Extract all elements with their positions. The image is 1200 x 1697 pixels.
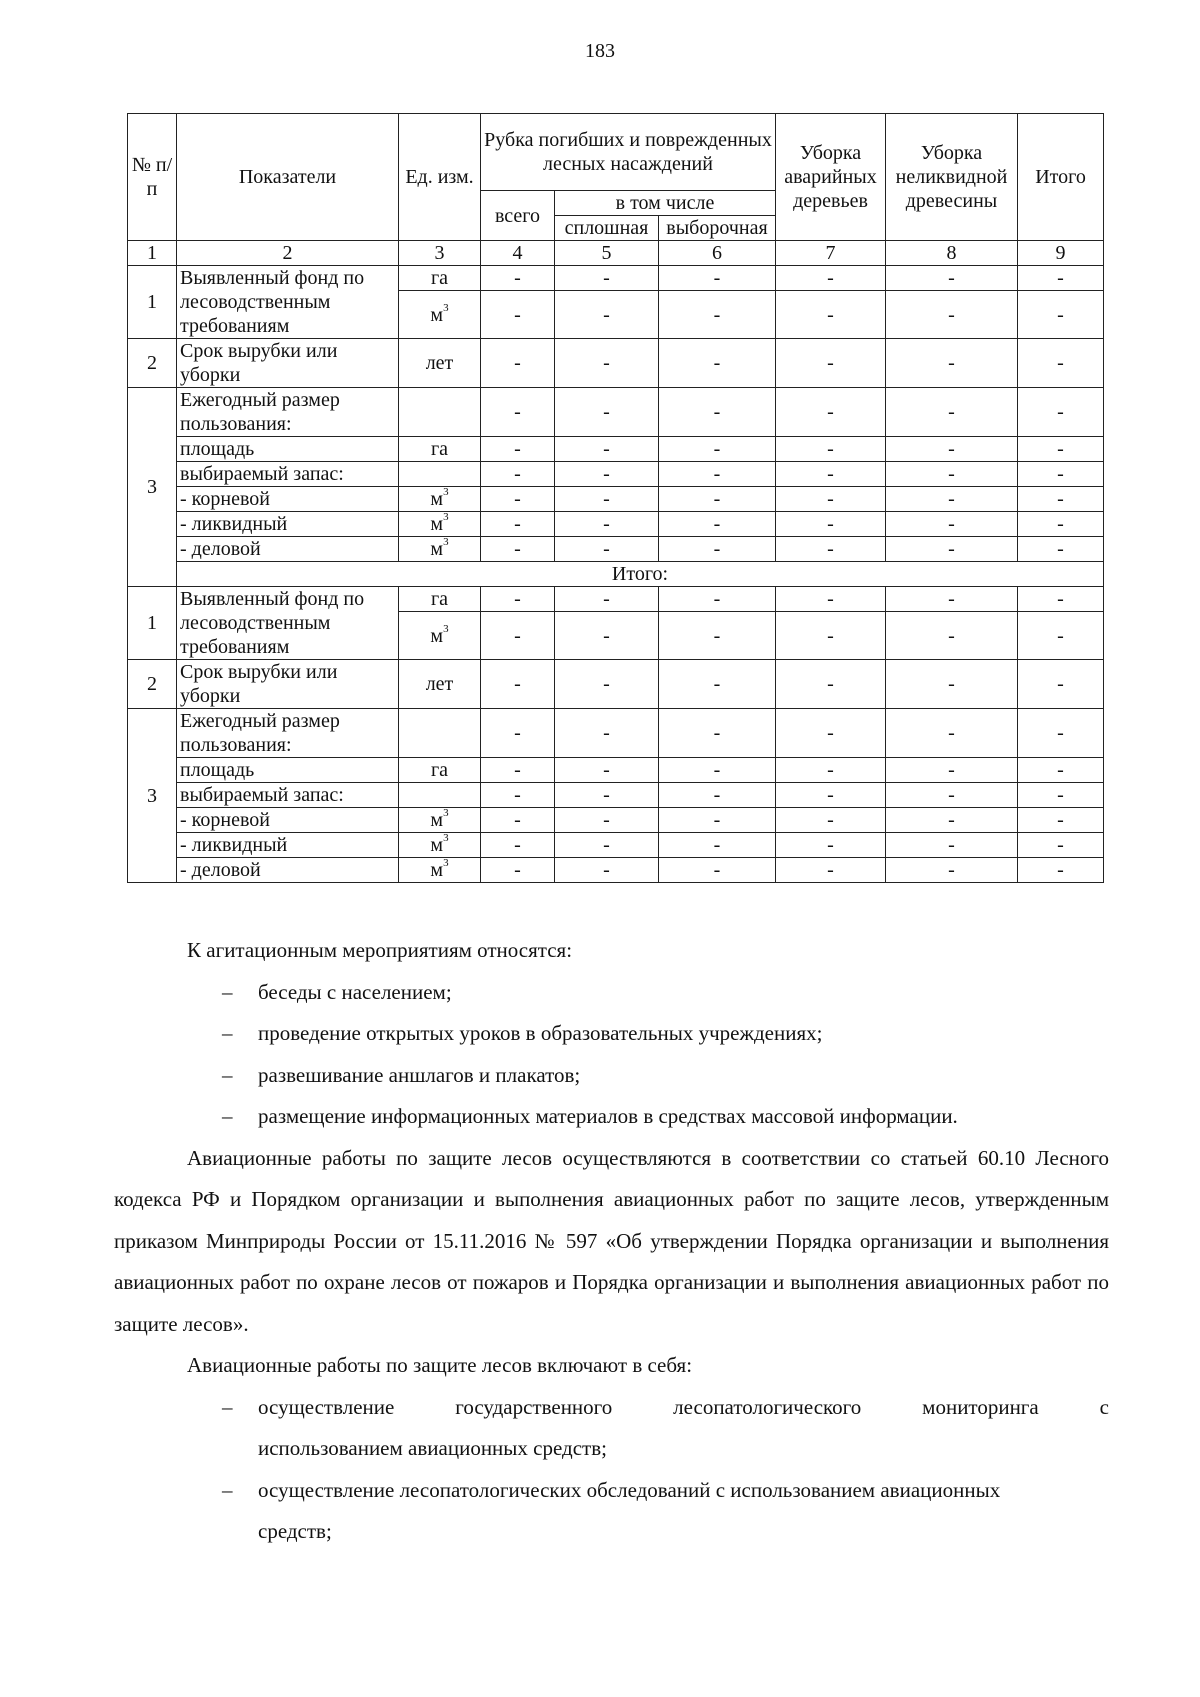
column-number: 7	[776, 241, 886, 266]
indicator-label: - деловой	[177, 537, 399, 562]
value-cell: -	[659, 758, 776, 783]
value-cell: -	[1018, 512, 1104, 537]
table-row	[128, 758, 1104, 783]
value-cell: -	[659, 388, 776, 437]
value-cell: -	[481, 783, 555, 808]
value-cell: -	[659, 808, 776, 833]
column-number: 2	[177, 241, 399, 266]
value-cell: -	[555, 339, 659, 388]
value-cell: -	[776, 437, 886, 462]
value-cell: -	[481, 512, 555, 537]
unit-cell	[399, 709, 481, 758]
value-cell: -	[481, 833, 555, 858]
row-number: 3	[128, 709, 177, 883]
header-selective: выборочная	[659, 216, 776, 241]
value-cell: -	[1018, 291, 1104, 339]
value-cell: -	[776, 858, 886, 883]
value-cell: -	[481, 709, 555, 758]
text-block	[114, 930, 1109, 1553]
row-number: 2	[128, 339, 177, 388]
unit-cell: $м^3$	[399, 512, 481, 537]
unit-cell: $м^3$	[399, 487, 481, 512]
value-cell: -	[1018, 587, 1104, 612]
value-cell: -	[555, 758, 659, 783]
value-cell: -	[1018, 487, 1104, 512]
header-illiquid: Уборка неликвидной древесины	[886, 114, 1018, 241]
value-cell: -	[886, 808, 1018, 833]
indicator-label: Срок вырубки или уборки	[177, 660, 399, 709]
column-number: 8	[886, 241, 1018, 266]
table-row	[128, 562, 1104, 587]
value-cell: -	[659, 783, 776, 808]
value-cell: -	[659, 833, 776, 858]
agitation-intro: К агитационным мероприятиям относятся:	[187, 938, 573, 962]
value-cell: -	[659, 266, 776, 291]
value-cell: -	[1018, 758, 1104, 783]
table-row	[128, 587, 1104, 612]
value-cell: -	[659, 612, 776, 660]
value-cell: -	[481, 487, 555, 512]
header-total-all: всего	[481, 191, 555, 241]
value-cell: -	[555, 487, 659, 512]
value-cell: -	[481, 537, 555, 562]
unit-cell: га	[399, 266, 481, 291]
value-cell: -	[1018, 537, 1104, 562]
value-cell: -	[886, 462, 1018, 487]
table-row	[128, 437, 1104, 462]
section-total-label: Итого:	[177, 562, 1104, 587]
value-cell: -	[776, 339, 886, 388]
indicator-label: Ежегодный размер пользования:	[177, 709, 399, 758]
table-row	[128, 783, 1104, 808]
indicator-label: - корневой	[177, 808, 399, 833]
value-cell: -	[886, 587, 1018, 612]
unit-cell: $м^3$	[399, 291, 481, 339]
value-cell: -	[776, 587, 886, 612]
value-cell: -	[886, 388, 1018, 437]
value-cell: -	[776, 266, 886, 291]
unit-cell: га	[399, 758, 481, 783]
value-cell: -	[886, 858, 1018, 883]
value-cell: -	[776, 487, 886, 512]
value-cell: -	[1018, 783, 1104, 808]
unit-cell: $м^3$	[399, 612, 481, 660]
unit-cell: $м^3$	[399, 833, 481, 858]
value-cell: -	[555, 783, 659, 808]
unit-cell: $м^3$	[399, 537, 481, 562]
value-cell: -	[481, 858, 555, 883]
column-number: 9	[1018, 241, 1104, 266]
aviation-item: – осуществление государственного лесопатологического мониторинга с	[222, 1394, 1109, 1419]
aviation-intro: Авиационные работы по защите лесов включают в себя:	[187, 1353, 693, 1377]
value-cell: -	[1018, 339, 1104, 388]
row-number: 3	[128, 388, 177, 587]
row-number: 1	[128, 587, 177, 660]
header-total: Итого	[1018, 114, 1104, 241]
value-cell: -	[886, 266, 1018, 291]
indicator-label: площадь	[177, 758, 399, 783]
agitation-item: – размещение информационных материалов в средствах массовой информации.	[222, 1104, 958, 1128]
value-cell: -	[481, 266, 555, 291]
value-cell: -	[659, 339, 776, 388]
aviation-item-continued: средств;	[258, 1519, 332, 1543]
unit-cell: лет	[399, 339, 481, 388]
value-cell: -	[1018, 833, 1104, 858]
table-row	[128, 833, 1104, 858]
table-row	[128, 266, 1104, 291]
indicator-label: Срок вырубки или уборки	[177, 339, 399, 388]
header-clear: сплошная	[555, 216, 659, 241]
value-cell: -	[555, 858, 659, 883]
agitation-item: – развешивание аншлагов и плакатов;	[222, 1062, 581, 1087]
header-unit: Ед. изм.	[399, 114, 481, 241]
value-cell: -	[555, 587, 659, 612]
value-cell: -	[886, 709, 1018, 758]
value-cell: -	[481, 808, 555, 833]
aviation-item-continued: использованием авиационных средств;	[258, 1436, 607, 1460]
value-cell: -	[659, 512, 776, 537]
indicator-label: Выявленный фонд по лесоводственным требованиям	[177, 266, 399, 339]
value-cell: -	[776, 783, 886, 808]
header-emergency: Уборка аварийных деревьев	[776, 114, 886, 241]
indicator-label: - ликвидный	[177, 833, 399, 858]
value-cell: -	[1018, 437, 1104, 462]
indicator-label: Ежегодный размер пользования:	[177, 388, 399, 437]
table-row	[128, 808, 1104, 833]
value-cell: -	[555, 291, 659, 339]
indicator-label: - корневой	[177, 487, 399, 512]
value-cell: -	[886, 487, 1018, 512]
value-cell: -	[659, 291, 776, 339]
value-cell: -	[659, 437, 776, 462]
indicator-label: выбираемый запас:	[177, 462, 399, 487]
column-numbers-row	[128, 241, 1104, 266]
column-number: 3	[399, 241, 481, 266]
aviation-paragraph: Авиационные работы по защите лесов осуществляются в соответствии со статьей 60.10 Лесного кодекса РФ и Порядком организации и выполнения авиационных работ по защите лесов, утвержденным приказом Минприроды России от 15.11.2016 № 597 «Об утверждении Порядка организации и выполнения авиационных работ по охране лесов от пожаров и Порядка организации и выполнения авиационных работ по защите лесов».	[114, 1145, 1109, 1336]
value-cell: -	[659, 587, 776, 612]
value-cell: -	[886, 437, 1018, 462]
value-cell: -	[555, 612, 659, 660]
value-cell: -	[481, 758, 555, 783]
column-number: 1	[128, 241, 177, 266]
header-indicators: Показатели	[177, 114, 399, 241]
value-cell: -	[555, 462, 659, 487]
value-cell: -	[555, 833, 659, 858]
column-number: 6	[659, 241, 776, 266]
value-cell: -	[776, 537, 886, 562]
unit-cell	[399, 783, 481, 808]
value-cell: -	[555, 437, 659, 462]
unit-cell	[399, 462, 481, 487]
value-cell: -	[659, 537, 776, 562]
value-cell: -	[555, 709, 659, 758]
header-including: в том числе	[555, 191, 776, 216]
value-cell: -	[481, 612, 555, 660]
indicator-label: - деловой	[177, 858, 399, 883]
value-cell: -	[886, 783, 1018, 808]
table-row	[128, 388, 1104, 437]
value-cell: -	[1018, 612, 1104, 660]
table-row	[128, 487, 1104, 512]
value-cell: -	[776, 388, 886, 437]
table-row	[128, 339, 1104, 388]
value-cell: -	[886, 833, 1018, 858]
value-cell: -	[1018, 388, 1104, 437]
unit-cell: га	[399, 587, 481, 612]
header-num: № п/п	[128, 114, 177, 241]
value-cell: -	[886, 512, 1018, 537]
value-cell: -	[886, 339, 1018, 388]
indicator-label: Выявленный фонд по лесоводственным требованиям	[177, 587, 399, 660]
table-row	[128, 858, 1104, 883]
row-number: 2	[128, 660, 177, 709]
value-cell: -	[886, 537, 1018, 562]
value-cell: -	[886, 758, 1018, 783]
value-cell: -	[481, 437, 555, 462]
value-cell: -	[481, 388, 555, 437]
value-cell: -	[776, 462, 886, 487]
value-cell: -	[776, 291, 886, 339]
value-cell: -	[555, 512, 659, 537]
unit-cell: лет	[399, 660, 481, 709]
column-number: 5	[555, 241, 659, 266]
value-cell: -	[555, 266, 659, 291]
value-cell: -	[481, 660, 555, 709]
value-cell: -	[1018, 858, 1104, 883]
header-felling: Рубка погибших и поврежденных лесных насаждений	[481, 114, 776, 191]
column-number: 4	[481, 241, 555, 266]
value-cell: -	[659, 858, 776, 883]
value-cell: -	[1018, 266, 1104, 291]
value-cell: -	[555, 537, 659, 562]
value-cell: -	[776, 808, 886, 833]
agitation-item: – беседы с населением;	[222, 979, 452, 1004]
page-number: 183	[585, 40, 615, 62]
table-row	[128, 512, 1104, 537]
value-cell: -	[555, 660, 659, 709]
value-cell: -	[555, 388, 659, 437]
forest-indicators-table	[127, 113, 1104, 883]
row-number: 1	[128, 266, 177, 339]
indicator-label: выбираемый запас:	[177, 783, 399, 808]
value-cell: -	[776, 709, 886, 758]
value-cell: -	[481, 587, 555, 612]
value-cell: -	[886, 612, 1018, 660]
table-row	[128, 709, 1104, 758]
table-row	[128, 660, 1104, 709]
value-cell: -	[776, 833, 886, 858]
value-cell: -	[776, 660, 886, 709]
indicator-label: - ликвидный	[177, 512, 399, 537]
value-cell: -	[481, 462, 555, 487]
value-cell: -	[776, 612, 886, 660]
value-cell: -	[659, 487, 776, 512]
value-cell: -	[555, 808, 659, 833]
table-row	[128, 537, 1104, 562]
unit-cell: га	[399, 437, 481, 462]
agitation-item: – проведение открытых уроков в образовательных учреждениях;	[222, 1021, 823, 1045]
value-cell: -	[1018, 709, 1104, 758]
value-cell: -	[1018, 660, 1104, 709]
value-cell: -	[886, 291, 1018, 339]
value-cell: -	[481, 339, 555, 388]
value-cell: -	[776, 512, 886, 537]
value-cell: -	[886, 660, 1018, 709]
value-cell: -	[1018, 462, 1104, 487]
indicator-label: площадь	[177, 437, 399, 462]
unit-cell	[399, 388, 481, 437]
value-cell: -	[659, 709, 776, 758]
unit-cell: $м^3$	[399, 808, 481, 833]
value-cell: -	[1018, 808, 1104, 833]
value-cell: -	[776, 758, 886, 783]
value-cell: -	[659, 660, 776, 709]
value-cell: -	[659, 462, 776, 487]
unit-cell: $м^3$	[399, 858, 481, 883]
table-row	[128, 462, 1104, 487]
aviation-item: – осуществление лесопатологических обследований с использованием авиационных	[222, 1477, 1001, 1502]
value-cell: -	[481, 291, 555, 339]
